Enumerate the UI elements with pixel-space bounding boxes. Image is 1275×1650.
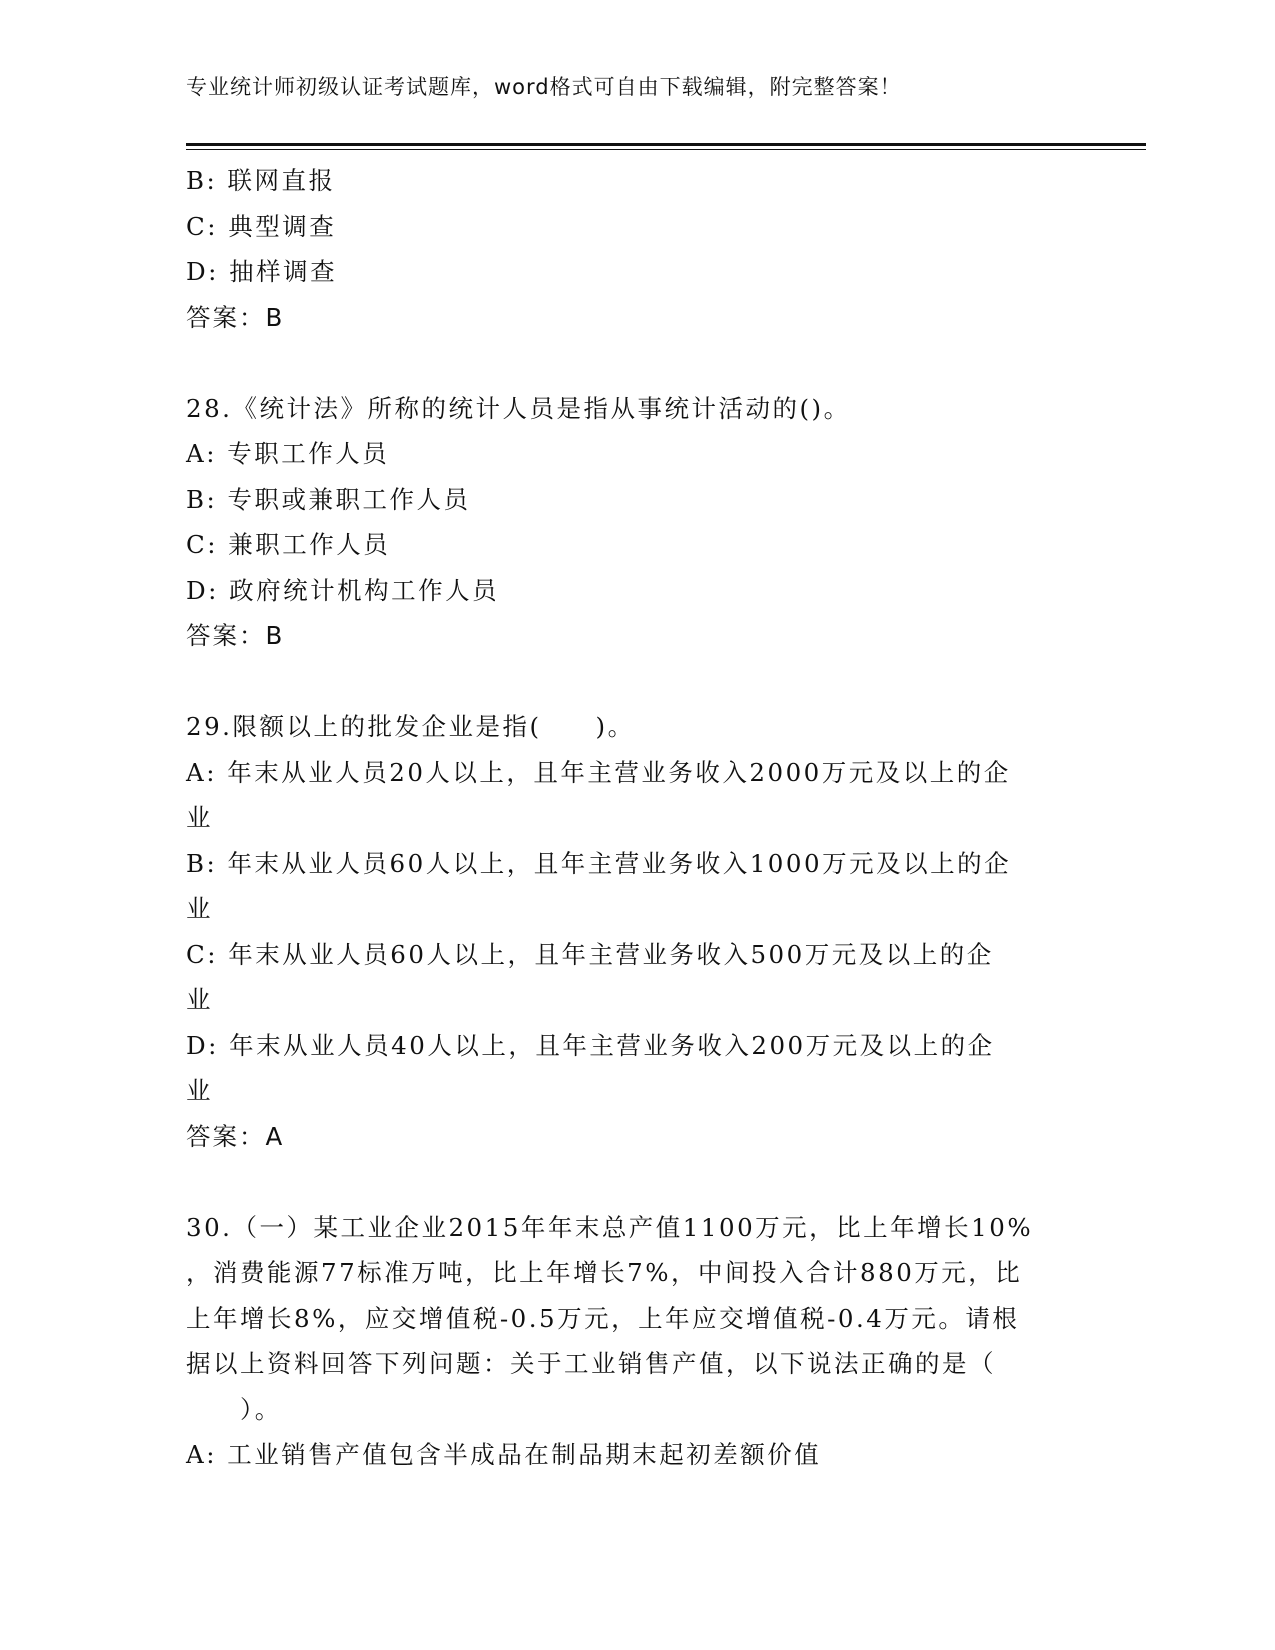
option-line: D: 年末从业人员40人以上，且年主营业务收入200万元及以上的企 — [186, 1030, 995, 1060]
option-line-wrap: 业 — [186, 985, 213, 1014]
question-30-cont: 据以上资料回答下列问题：关于工业销售产值，以下说法正确的是（ — [186, 1349, 996, 1378]
option-line: B: 联网直报 — [186, 166, 336, 195]
spacer — [186, 340, 1066, 386]
answer-line: 答案：B — [186, 621, 285, 650]
option-line: B: 年末从业人员60人以上，且年主营业务收入1000万元及以上的企 — [186, 848, 1012, 878]
option-line-wrap: 业 — [186, 894, 213, 923]
option-line: B: 专职或兼职工作人员 — [186, 484, 471, 514]
option-line: C: 年末从业人员60人以上，且年主营业务收入500万元及以上的企 — [186, 939, 994, 969]
question-28: 28.《统计法》所称的统计人员是指从事统计活动的()。 — [186, 393, 851, 423]
option-line: C: 兼职工作人员 — [186, 530, 391, 559]
question-30: 30.（一）某工业企业2015年年末总产值1100万元，比上年增长10% — [186, 1212, 1034, 1242]
option-line: D: 政府统计机构工作人员 — [186, 575, 500, 605]
answer-line: 答案：A — [186, 1121, 285, 1151]
spacer — [186, 659, 1066, 705]
page-header: 专业统计师初级认证考试题库，word格式可自由下载编辑，附完整答案！ — [186, 75, 902, 99]
answer-line: 答案：B — [186, 302, 285, 332]
question-content — [186, 158, 1066, 1478]
option-line: A: 工业销售产值包含半成品在制品期末起初差额价值 — [186, 1440, 822, 1469]
option-line: A: 专职工作人员 — [186, 439, 390, 468]
option-line: C: 典型调查 — [186, 211, 337, 241]
option-line: A: 年末从业人员20人以上，且年主营业务收入2000万元及以上的企 — [186, 757, 1011, 787]
header-rule-thin — [186, 149, 1146, 150]
spacer — [186, 1159, 1066, 1205]
question-30-cont: 上年增长8%，应交增值税-0.5万元，上年应交增值税-0.4万元。请根 — [186, 1303, 1020, 1333]
question-29: 29.限额以上的批发企业是指( )。 — [186, 712, 635, 741]
option-line: D: 抽样调查 — [186, 257, 338, 286]
option-line-wrap: 业 — [186, 803, 213, 832]
header-rule-thick — [186, 143, 1146, 146]
question-30-cont: ）。 — [186, 1394, 282, 1424]
option-line-wrap: 业 — [186, 1076, 213, 1105]
question-30-cont: ，消费能源77标准万吨，比上年增长7%，中间投入合计880万元，比 — [186, 1258, 1023, 1287]
